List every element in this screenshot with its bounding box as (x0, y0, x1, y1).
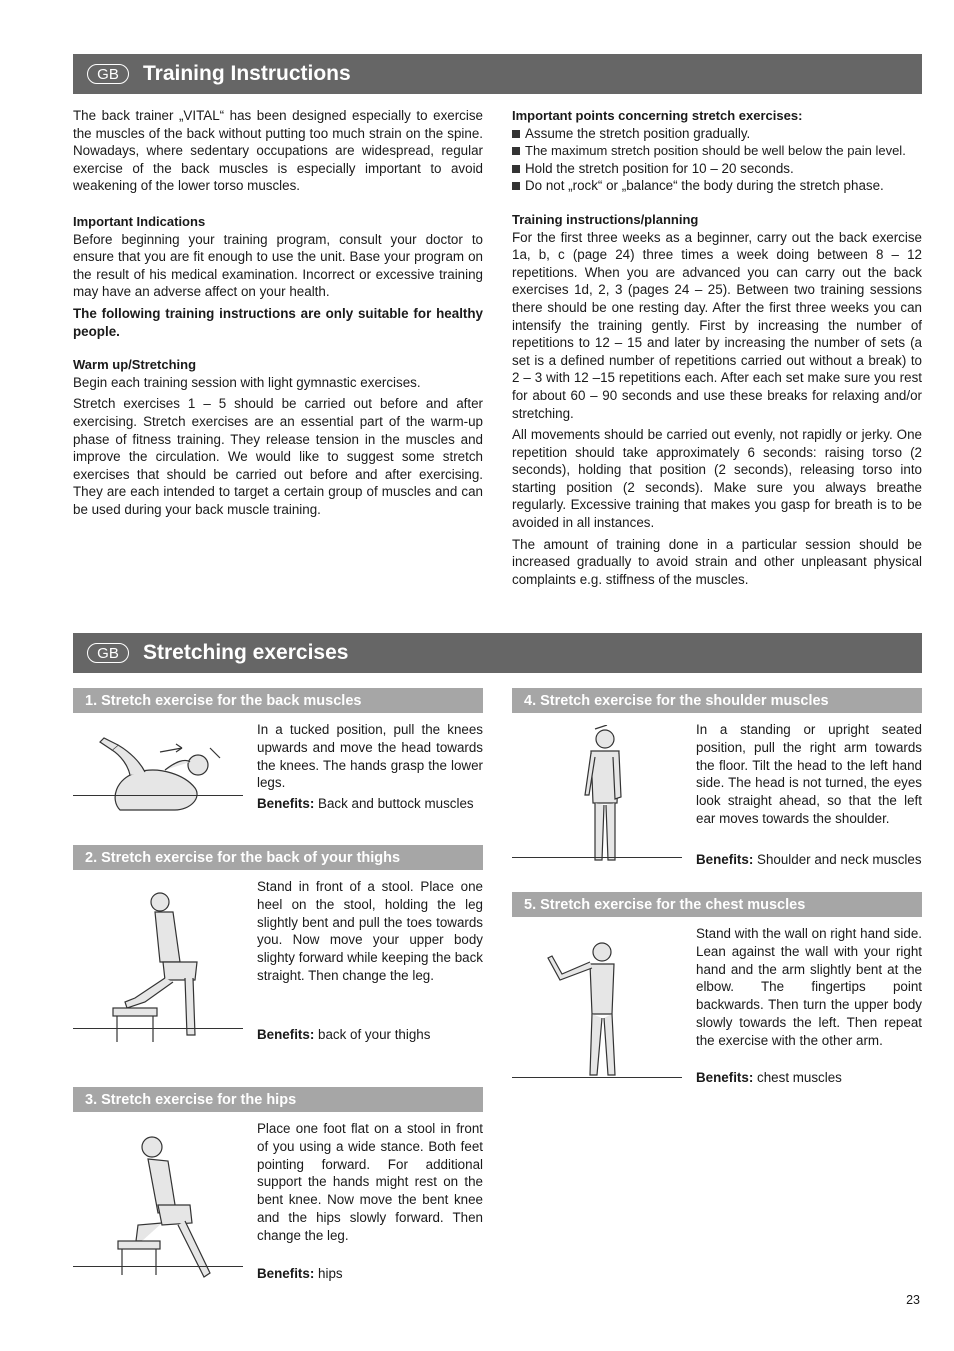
shoulder-stretch-figure (575, 725, 635, 865)
intro-paragraph: The back trainer „VITAL“ has been designed especially to exercise the muscles of the back without putting too much strain on the spine. Nowadays, where sedentary occupations are widespread, regular exercise of the back muscles is especially important to avoid weakening of the lower torso muscles. (73, 108, 483, 194)
bullet-square-icon (512, 147, 520, 155)
floor-line (73, 1028, 243, 1029)
planning-paragraph-3: The amount of training done in a particular session should be increased gradually to avoid strain and other unpleasant physical complaints e.g. stiffness of the muscles. (512, 536, 922, 587)
section-title: Stretching exercises (143, 641, 349, 664)
exercise-3-text: Place one foot flat on a stool in front of you using a wide stance. Both feet pointing forward. For additional support the hands might rest on the bent knee. Now move the bent knee and the hips slowly forward. Then change the leg. (257, 1121, 483, 1243)
thigh-stretch-figure (105, 890, 215, 1045)
planning-heading: Training instructions/planning (512, 211, 699, 227)
floor-line (512, 1077, 682, 1078)
chest-stretch-figure (540, 940, 640, 1080)
exercise-1-heading: 1. Stretch exercise for the back muscles (73, 688, 483, 713)
list-item: Assume the stretch position gradually. (512, 125, 922, 143)
warmup-heading: Warm up/Stretching (73, 357, 197, 373)
language-badge: GB (87, 643, 129, 663)
list-item: Hold the stretch position for 10 – 20 seconds. (512, 160, 922, 178)
hip-stretch-figure (110, 1133, 240, 1288)
indications-paragraph: Before beginning your training program, consult your doctor to ensure that you are fit enough to use the unit. Base your program on the result of his medical examination. Incorrect or excessive training may have an adverse affect on your health. (73, 231, 483, 300)
exercise-4-benefits: Benefits: Shoulder and neck muscles (696, 852, 922, 867)
warmup-paragraph-2: Stretch exercises 1 – 5 should be carried out before and after exercising. Stretch exercises are an essential part of the warm-up phase of fitness training. They release tension in the muscles and improve the circulation. We would like to suggest some stretch exercises that should be carried out before and after exercising. They are each intended to target a certain group of muscles and can be used during your back muscle training. (73, 396, 483, 517)
floor-line (512, 857, 682, 858)
section-title: Training Instructions (143, 62, 351, 85)
planning-paragraph-1: For the first three weeks as a beginner, carry out the back exercise 1a, b, c (page 24) three times a week doing between 8 – 12 repetitions. When you are advanced you can carry out the back exercises 1d, 2, 3 (pages 24 – 25). Between two training sessions there should be one resting day. After the first three weeks you can intensify the training gently. First by increasing the number of repetitions to 12 – 15 and later by increasing the number of sets (a set is a defined number of repetitions carried out without a break) to 2 – 3 with 12 –15 repetitions each. After each set make sure you rest for about 60 – 90 seconds and use these breaks for relaxing and/or stretching. (512, 229, 922, 421)
exercise-3-heading: 3. Stretch exercise for the hips (73, 1087, 483, 1112)
exercise-1-benefits: Benefits: Back and buttock muscles (257, 796, 474, 811)
page-number: 23 (906, 1293, 920, 1307)
exercise-4-text: In a standing or upright seated position, pull the right arm towards the floor. Tilt the head to the left hand side. The head is not turned, the eyes look straight ahead, so that the left ear moves towards the shoulder. (696, 722, 922, 826)
stretch-points-list (512, 125, 922, 195)
exercise-3-benefits: Benefits: hips (257, 1266, 343, 1281)
planning-paragraph-2: All movements should be carried out evenly, not rapidly or jerky. One repetition should take approximately 6 seconds: raising torso (2 seconds), holding that position (2 seconds), releasing torso into starting position (2 seconds). Make sure you always breathe regularly. Excessive training that makes you gasp for breath is to be avoided in all instances. (512, 427, 922, 531)
exercise-5-heading: 5. Stretch exercise for the chest muscles (512, 892, 922, 917)
indications-heading: Important Indications (73, 213, 206, 229)
exercise-5-benefits: Benefits: chest muscles (696, 1070, 842, 1085)
left-column (73, 107, 483, 522)
floor-line (73, 1266, 243, 1267)
exercise-2-text: Stand in front of a stool. Place one heel on the stool, holding the leg slightly bent and pull the toes towards you. Now move your upper body slighty forward while keeping the back straight. Then change the leg. (257, 879, 483, 983)
list-item: Do not „rock“ or „balance“ the body during the stretch phase. (512, 177, 922, 195)
healthy-people-note: The following training instructions are only suitable for healthy people. (73, 305, 483, 339)
training-instructions-banner (73, 54, 922, 94)
warmup-paragraph-1: Begin each training session with light gymnastic exercises. (73, 374, 421, 390)
exercise-2-heading: 2. Stretch exercise for the back of your thighs (73, 845, 483, 870)
exercise-4-heading: 4. Stretch exercise for the shoulder muscles (512, 688, 922, 713)
tucked-stretch-figure (90, 730, 240, 812)
stretching-exercises-banner (73, 633, 922, 673)
exercise-1-text: In a tucked position, pull the knees upwards and move the head towards the knees. The hands grasp the lower legs. (257, 722, 483, 791)
bullet-square-icon (512, 130, 520, 138)
exercise-5-text: Stand with the wall on right hand side. Lean against the wall with your right hand and the arm slightly bent at the elbow. The fingertips point backwards. Then turn the upper body slowly towards the left. Then repeat the exercise with the other arm. (696, 926, 922, 1048)
bullet-square-icon (512, 182, 520, 190)
stretch-points-heading: Important points concerning stretch exercises: (512, 108, 803, 123)
right-column (512, 107, 922, 592)
floor-line (73, 795, 243, 796)
language-badge: GB (87, 64, 129, 84)
list-item: The maximum stretch position should be well below the pain level. (512, 142, 922, 160)
exercise-2-benefits: Benefits: back of your thighs (257, 1027, 431, 1042)
bullet-square-icon (512, 165, 520, 173)
